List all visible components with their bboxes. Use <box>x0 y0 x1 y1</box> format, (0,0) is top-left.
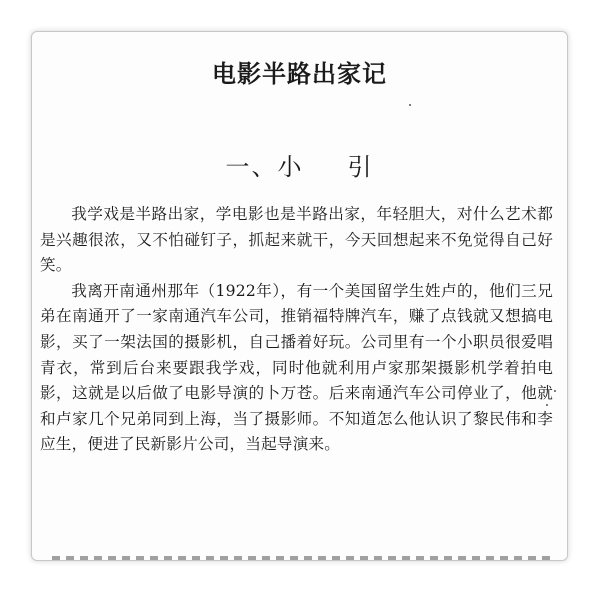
cut-off-text-line <box>52 552 552 560</box>
scan-speck <box>554 390 556 392</box>
document-frame <box>31 31 568 561</box>
section-number: 一、小 <box>225 153 304 181</box>
section-word: 引 <box>347 153 374 181</box>
paragraph: 我学戏是半路出家，学电影也是半路出家，年轻胆大，对什么艺术都是兴趣很浓，又不怕碰钉子，抓起来就干，今天回想起来不免觉得自己好笑。 <box>40 205 553 275</box>
scan-speck <box>546 404 548 406</box>
page-title: 电影半路出家记 <box>212 59 387 88</box>
paragraph: 我离开南通州那年（1922年），有一个美国留学生姓卢的，他们三兄弟在南通开了一家南通汽车公司，推销福特牌汽车，赚了点钱就又想搞电影，买了一架法国的摄影机，自己播着好玩。公司里有一个小职员很爱唱青衣，常到后台来要跟我学戏，同时他就利用卢家那架摄影机学着拍电影，这就是以后做了电影导演的卜万苍。后来南通汽车公司停业了，他就和卢家几个兄弟同到上海，当了摄影师。不知道怎么他认识了黎民伟和李应生，便进了民新影片公司，当起导演来。 <box>40 281 553 454</box>
body-text <box>40 202 553 458</box>
scan-speck <box>409 104 411 106</box>
scanned-page <box>32 32 567 560</box>
section-heading <box>32 147 567 182</box>
